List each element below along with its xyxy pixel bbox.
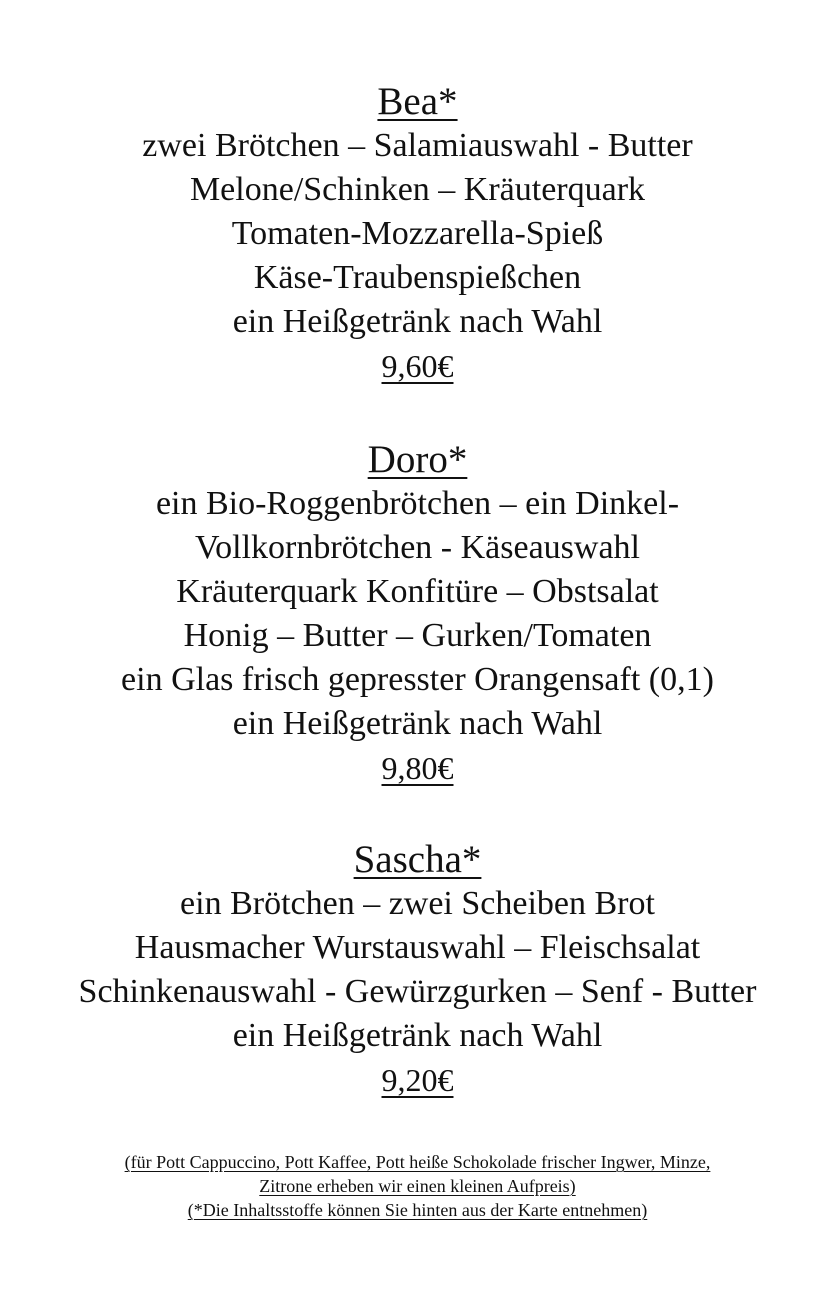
- footnote-line: Zitrone erheben wir einen kleinen Aufpreis): [259, 1176, 576, 1196]
- menu-item-line: Honig – Butter – Gurken/Tomaten: [183, 617, 652, 654]
- menu-item-doro: [0, 438, 835, 790]
- menu-item-line: Melone/Schinken – Kräuterquark: [189, 171, 646, 208]
- menu-item-price: 9,20€: [381, 1062, 454, 1098]
- menu-item-title: Bea*: [377, 80, 458, 123]
- menu-item-line: Vollkornbrötchen - Käseauswahl: [194, 529, 641, 566]
- menu-item-line: ein Brötchen – zwei Scheiben Brot: [180, 885, 655, 922]
- menu-item-sascha: [0, 838, 835, 1102]
- menu-item-title: Sascha*: [353, 838, 482, 881]
- menu-item-line: Hausmacher Wurstauswahl – Fleischsalat: [134, 929, 701, 966]
- menu-item-line: ein Heißgetränk nach Wahl: [232, 303, 603, 340]
- footnote-line: (*Die Inhaltsstoffe können Sie hinten aus der Karte entnehmen): [187, 1200, 648, 1220]
- menu-item-line: zwei Brötchen – Salamiauswahl - Butter: [142, 127, 693, 164]
- footnote-line: (für Pott Cappuccino, Pott Kaffee, Pott heiße Schokolade frischer Ingwer, Minze,: [124, 1152, 711, 1172]
- menu-item-line: Schinkenauswahl - Gewürzgurken – Senf - Butter: [78, 973, 757, 1010]
- menu-item-line: ein Bio-Roggenbrötchen – ein Dinkel-: [155, 485, 680, 522]
- footnotes: [0, 1150, 835, 1222]
- menu-item-line: ein Glas frisch gepresster Orangensaft (0,1): [121, 661, 714, 698]
- menu-item-price: 9,60€: [381, 348, 454, 384]
- menu-item-line: Käse-Traubenspießchen: [253, 259, 582, 296]
- menu-item-line: Kräuterquark Konfitüre – Obstsalat: [176, 573, 659, 610]
- menu-item-price: 9,80€: [381, 750, 454, 786]
- menu-item-line: Tomaten-Mozzarella-Spieß: [231, 215, 604, 252]
- menu-item-line: ein Heißgetränk nach Wahl: [232, 705, 603, 742]
- menu-item-bea: [0, 80, 835, 388]
- menu-item-line: ein Heißgetränk nach Wahl: [232, 1017, 603, 1054]
- menu-item-title: Doro*: [367, 438, 468, 481]
